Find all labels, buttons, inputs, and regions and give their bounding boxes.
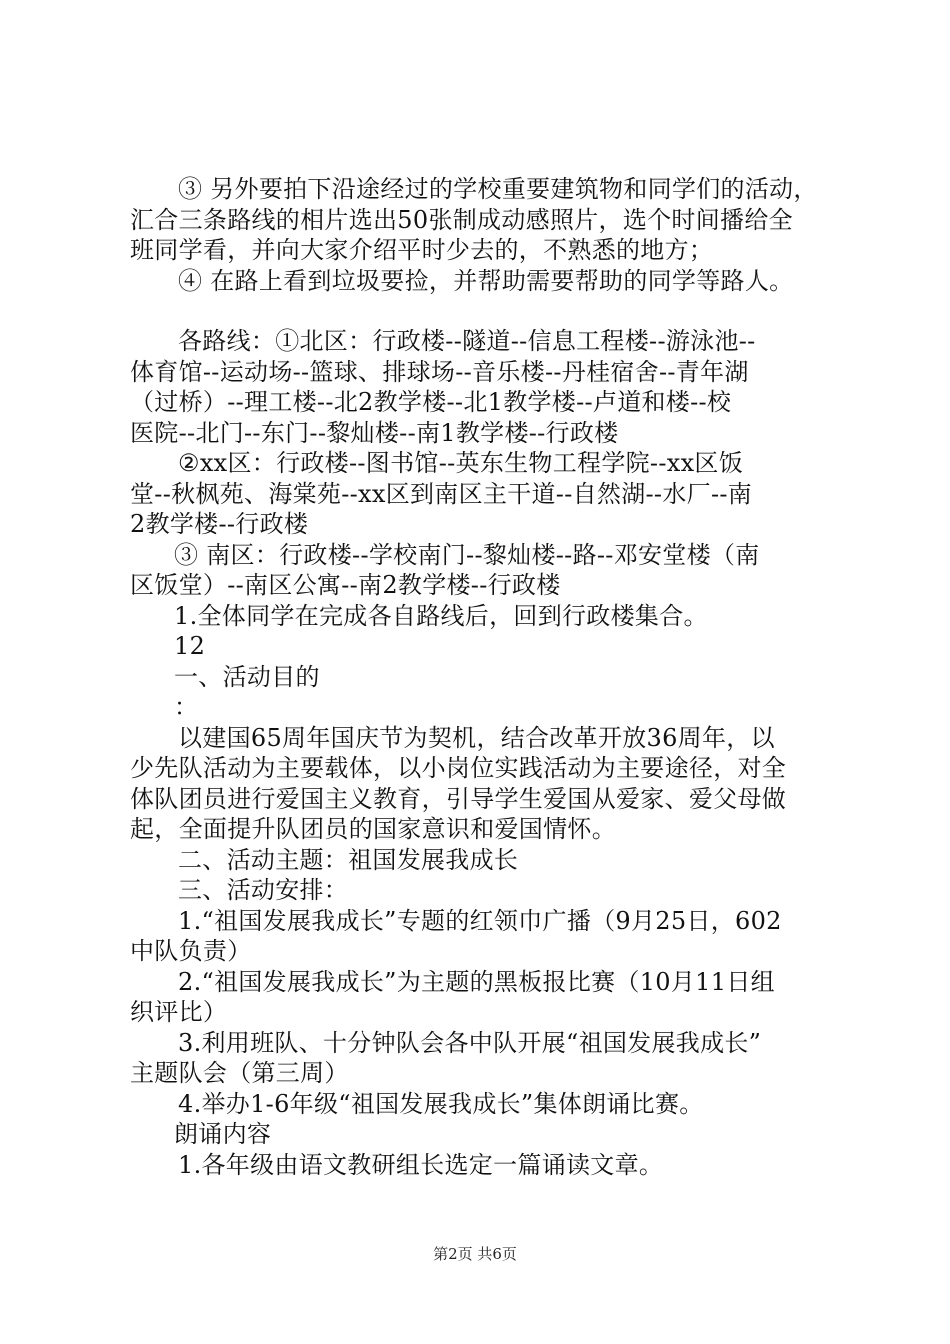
paragraph-arrangement-1 — [130, 906, 836, 967]
text-line: ③ 南区：行政楼--学校南门--黎灿楼--路--邓安堂楼（南 — [174, 540, 760, 569]
text-line: ②xx区：行政楼--图书馆--英东生物工程学院--xx区饭 — [178, 449, 744, 477]
text-line: 3.利用班队、十分钟队会各中队开展“祖国发展我成长” — [178, 1028, 762, 1057]
text-line: 2.“祖国发展我成长”为主题的黑板报比赛（10月11日组 — [178, 967, 775, 996]
text-line: 少先队活动为主要载体，以小岗位实践活动为主要途径，对全 — [130, 754, 787, 782]
text-line: ③ 另外要拍下沿途经过的学校重要建筑物和同学们的活动， — [178, 175, 818, 203]
heading-activity-arrangement — [130, 875, 836, 906]
heading-activity-purpose — [130, 662, 836, 693]
text-line: 起，全面提升队团员的国家意识和爱国情怀。 — [130, 815, 616, 843]
paragraph-photo-instruction — [130, 174, 836, 266]
text-line: 医院--北门--东门--黎灿楼--南1教学楼--行政楼 — [130, 418, 619, 447]
text-line: 4.举办1-6年级“祖国发展我成长”集体朗诵比赛。 — [178, 1089, 704, 1118]
text-line: 体育馆--运动场--篮球、排球场--音乐楼--丹桂宿舍--青年湖 — [130, 357, 749, 386]
text-line: ④ 在路上看到垃圾要捡，并帮助需要帮助的同学等路人。 — [178, 266, 794, 295]
text-line: 各路线：①北区：行政楼--隧道--信息工程楼--游泳池-- — [178, 327, 756, 355]
text-line: 1.各年级由语文教研组长选定一篇诵读文章。 — [178, 1150, 664, 1179]
paragraph-assembly — [130, 601, 836, 632]
text-line: 朗诵内容 — [174, 1120, 272, 1148]
paragraph-litter-instruction — [130, 266, 836, 297]
text-line: 区饭堂）--南区公寓--南2教学楼--行政楼 — [130, 571, 561, 599]
text-line: 体队团员进行爱国主义教育，引导学生爱国从爱家、爱父母做 — [130, 784, 787, 813]
paragraph-recitation-1 — [130, 1150, 836, 1181]
text-line: （过桥）--理工楼--北2教学楼--北1教学楼--卢道和楼--校 — [130, 388, 732, 416]
text-line: 织评比） — [130, 998, 228, 1026]
paragraph-route-xx — [130, 448, 836, 540]
heading-activity-theme — [130, 845, 836, 876]
paragraph-route-south — [130, 540, 836, 601]
text-line: 汇合三条路线的相片选出50张制成动感照片，选个时间播给全 — [130, 205, 793, 234]
page-footer: 第2页 共6页 — [433, 1245, 517, 1263]
paragraph-route-north — [130, 326, 836, 448]
paragraph-number — [130, 631, 836, 662]
text-line: 一、活动目的 — [174, 662, 320, 691]
paragraph-arrangement-4 — [130, 1089, 836, 1120]
text-line: 12 — [174, 632, 206, 660]
paragraph-arrangement-2 — [130, 967, 836, 1028]
paragraph-colon — [130, 692, 836, 723]
text-line: 1.“祖国发展我成长”专题的红领巾广播（9月25日，602 — [178, 906, 782, 935]
document-body — [130, 174, 836, 1180]
text-line: 主题队会（第三周） — [130, 1059, 349, 1087]
paragraph-gap — [130, 296, 836, 326]
text-line: 堂--秋枫苑、海棠苑--xx区到南区主干道--自然湖--水厂--南 — [130, 479, 753, 508]
text-line: 中队负责） — [130, 937, 252, 965]
text-line: 二、活动主题：祖国发展我成长 — [178, 845, 519, 874]
text-line: 三、活动安排： — [178, 876, 349, 904]
text-line: 1.全体同学在完成各自路线后，回到行政楼集合。 — [174, 601, 708, 630]
paragraph-purpose-body — [130, 723, 836, 845]
text-line: ： — [174, 693, 199, 721]
paragraph-arrangement-3 — [130, 1028, 836, 1089]
text-line: 班同学看，并向大家介绍平时少去的，不熟悉的地方； — [130, 236, 714, 264]
text-line: 2教学楼--行政楼 — [130, 510, 309, 538]
heading-recitation-content — [130, 1119, 836, 1150]
text-line: 以建国65周年国庆节为契机，结合改革开放36周年，以 — [178, 723, 775, 752]
